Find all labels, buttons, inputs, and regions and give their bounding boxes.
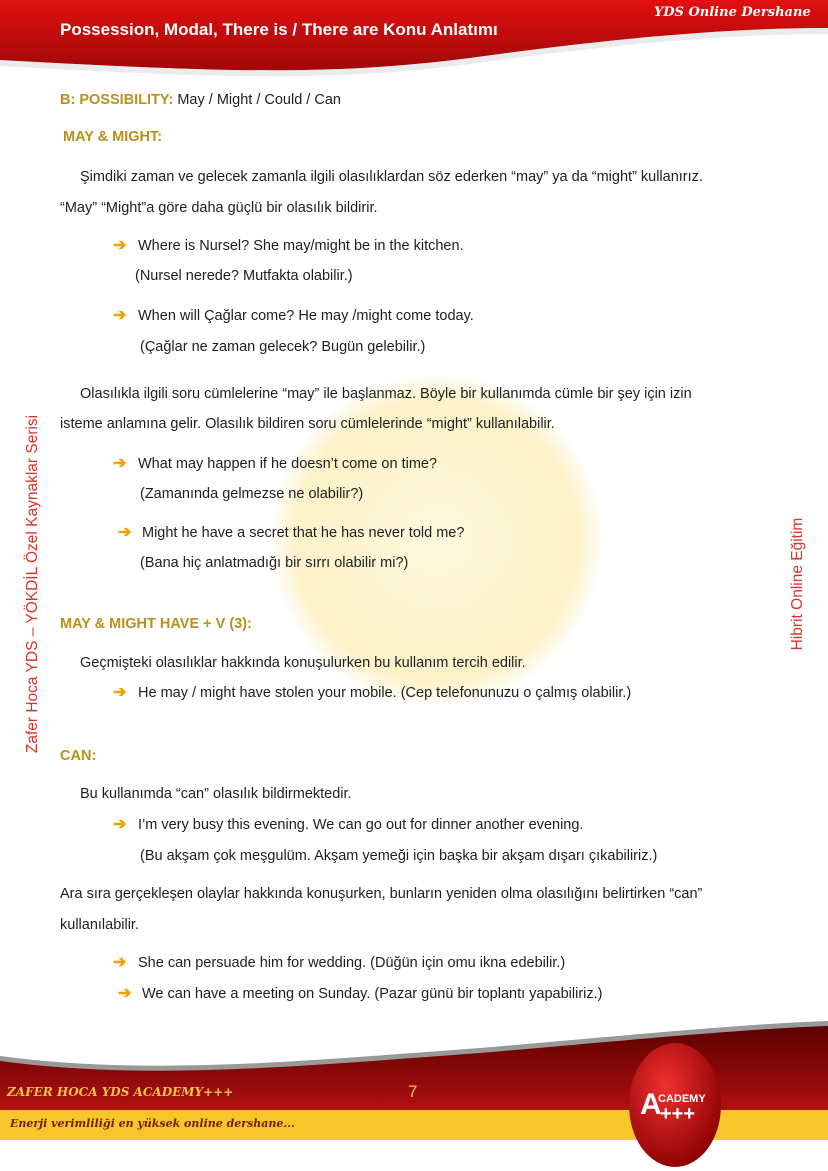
footer-academy-name: ZAFER HOCA YDS ACADEMY+++ xyxy=(7,1085,234,1099)
page-number: 7 xyxy=(408,1082,418,1101)
arrow-icon: ➔ xyxy=(113,816,127,833)
document-title: Possession, Modal, There is / There are Konu Anlatımı xyxy=(60,20,498,39)
arrow-icon: ➔ xyxy=(118,985,132,1002)
example: He may / might have stolen your mobile. (Cep telefonunuzu o çalmış olabilir.) xyxy=(138,685,632,701)
example: What may happen if he doesn’t come on time? xyxy=(138,456,438,472)
paragraph: Ara sıra gerçekleşen olaylar hakkında konuşurken, bunların yeniden olma olasılığını belirtirken “can” xyxy=(60,886,703,902)
arrow-icon: ➔ xyxy=(113,237,127,254)
translation: (Çağlar ne zaman gelecek? Bugün gelebilir.) xyxy=(140,339,426,355)
arrow-icon: ➔ xyxy=(113,954,127,971)
paragraph: Bu kullanımda “can” olasılık bildirmektedir. xyxy=(80,786,352,802)
heading-may-might-have: MAY & MIGHT HAVE + V (3): xyxy=(60,616,252,632)
arrow-icon: ➔ xyxy=(118,524,132,541)
arrow-icon: ➔ xyxy=(113,684,127,701)
paragraph: kullanılabilir. xyxy=(60,917,139,933)
heading-may-might: MAY & MIGHT: xyxy=(63,129,163,145)
translation: (Nursel nerede? Mutfakta olabilir.) xyxy=(135,268,353,284)
footer-slogan: Enerji verimliliği en yüksek online dershane... xyxy=(10,1117,295,1130)
paragraph: Olasılıkla ilgili soru cümlelerine “may” ile başlanmaz. Böyle bir kullanımda cümle bir şey için izin xyxy=(80,386,692,402)
section-label: B: POSSIBILITY: xyxy=(60,92,174,108)
example: I’m very busy this evening. We can go out for dinner another evening. xyxy=(138,817,584,833)
brand-label: YDS Online Dershane xyxy=(654,5,811,20)
translation: (Bu akşam çok meşgulüm. Akşam yemeği için başka bir akşam dışarı çıkabiliriz.) xyxy=(140,848,658,864)
paragraph: “May” “Might”a göre daha güçlü bir olasılık bildirir. xyxy=(60,200,378,216)
example: She can persuade him for wedding. (Düğün için omu ikna edebilir.) xyxy=(138,955,566,971)
side-text-right: Hibrit Online Eğitim xyxy=(789,517,806,651)
paragraph: Şimdiki zaman ve gelecek zamanla ilgili olasılıklardan söz ederken “may” ya da “might” kullanırız. xyxy=(80,169,703,185)
section-topics: May / Might / Could / Can xyxy=(173,92,341,108)
example: Where is Nursel? She may/might be in the kitchen. xyxy=(138,238,464,254)
example: Might he have a secret that he has never told me? xyxy=(142,525,465,541)
example: When will Çağlar come? He may /might come today. xyxy=(138,308,474,324)
heading-can: CAN: xyxy=(60,748,97,764)
side-text-left: Zafer Hoca YDS – YÖKDİL Özel Kaynaklar Serisi xyxy=(24,414,41,754)
paragraph: Geçmişteki olasılıklar hakkında konuşulurken bu kullanım tercih edilir. xyxy=(80,655,526,671)
translation: (Bana hiç anlatmadığı bir sırrı olabilir mi?) xyxy=(140,555,409,571)
translation: (Zamanında gelmezse ne olabilir?) xyxy=(140,486,364,502)
arrow-icon: ➔ xyxy=(113,455,127,472)
example: We can have a meeting on Sunday. (Pazar günü bir toplantı yapabiliriz.) xyxy=(142,986,603,1002)
section-b-heading xyxy=(60,91,341,109)
arrow-icon: ➔ xyxy=(113,307,127,324)
paragraph: isteme anlamına gelir. Olasılık bildiren soru cümlelerinde “might” kullanılabilir. xyxy=(60,416,555,432)
